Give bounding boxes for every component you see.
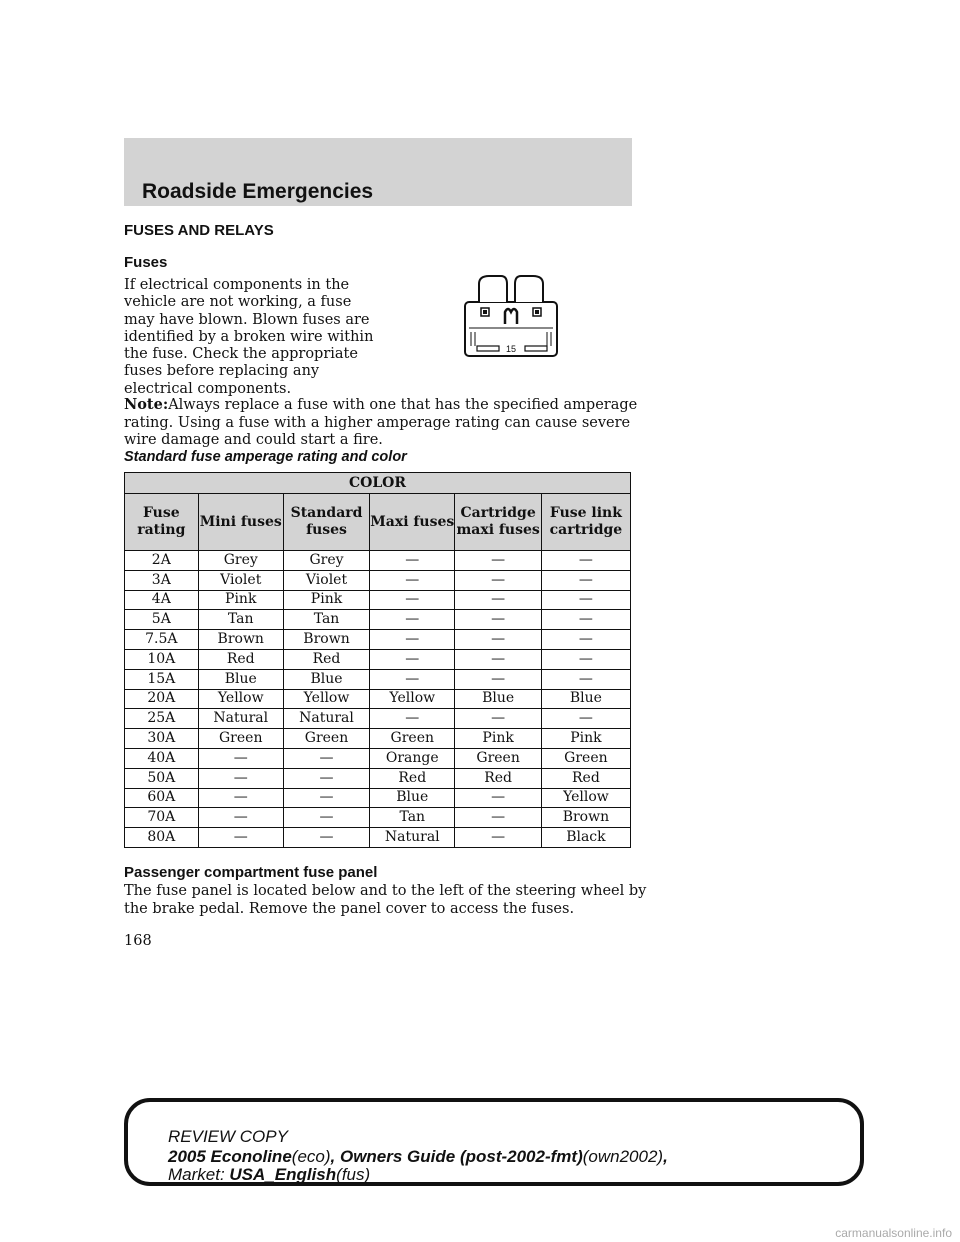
- table-cell: 50A: [125, 768, 199, 788]
- table-cell: —: [370, 570, 455, 590]
- table-cell: Tan: [198, 610, 283, 630]
- table-row: [125, 788, 631, 808]
- section-header: [124, 138, 632, 206]
- table-cell: —: [370, 709, 455, 729]
- table-cell: —: [455, 590, 541, 610]
- heading-passenger-fuse-panel: Passenger compartment fuse panel: [124, 864, 378, 881]
- table-cell: Natural: [283, 709, 369, 729]
- table-row: [125, 729, 631, 749]
- heading-fuses: Fuses: [124, 254, 168, 271]
- table-row: [125, 630, 631, 650]
- table-cell: 60A: [125, 788, 199, 808]
- table-cell: —: [455, 551, 541, 571]
- market-line: [168, 1166, 370, 1184]
- table-cell: 3A: [125, 570, 199, 590]
- watermark: carmanualsonline.info: [835, 1226, 952, 1240]
- table-row: [125, 590, 631, 610]
- table-row: [125, 610, 631, 630]
- table-row: [125, 551, 631, 571]
- guide-name: Owners Guide (post-2002-fmt): [339, 1147, 583, 1166]
- document-info-line: [168, 1148, 668, 1166]
- model-code: (eco): [291, 1147, 331, 1166]
- table-cell: —: [283, 748, 369, 768]
- note-paragraph: [124, 396, 644, 450]
- heading-fuses-and-relays: FUSES AND RELAYS: [124, 222, 274, 239]
- table-cell: Green: [541, 748, 630, 768]
- table-cell: —: [455, 649, 541, 669]
- table-cell: Blue: [370, 788, 455, 808]
- table-cell: 25A: [125, 709, 199, 729]
- table-cell: 10A: [125, 649, 199, 669]
- column-header: Cartridge maxi fuses: [455, 494, 541, 551]
- section-title: Roadside Emergencies: [142, 180, 374, 203]
- table-row: [125, 649, 631, 669]
- column-header: Maxi fuses: [370, 494, 455, 551]
- table-cell: Yellow: [283, 689, 369, 709]
- table-cell: Red: [370, 768, 455, 788]
- table-cell: —: [283, 788, 369, 808]
- table-cell: 70A: [125, 808, 199, 828]
- table-cell: Pink: [283, 590, 369, 610]
- note-body: Always replace a fuse with one that has the specified amperage rating. Using a fuse with a higher amperage rating can cause severe wire damage and could start a fire.: [124, 397, 638, 448]
- table-cell: —: [541, 630, 630, 650]
- table-cell: —: [541, 610, 630, 630]
- column-header: Fuse rating: [125, 494, 199, 551]
- table-cell: —: [370, 649, 455, 669]
- table-cell: Brown: [541, 808, 630, 828]
- table-cell: —: [455, 610, 541, 630]
- model-name: 2005 Econoline: [168, 1147, 292, 1166]
- table-cell: Tan: [370, 808, 455, 828]
- table-cell: Natural: [198, 709, 283, 729]
- table-cell: —: [541, 709, 630, 729]
- market-label: Market:: [168, 1165, 230, 1184]
- table-cell: Red: [198, 649, 283, 669]
- table-cell: —: [541, 551, 630, 571]
- column-header: Fuse link cartridge: [541, 494, 630, 551]
- table-cell: Red: [455, 768, 541, 788]
- table-cell: —: [283, 808, 369, 828]
- table-cell: Violet: [283, 570, 369, 590]
- table-cell: 2A: [125, 551, 199, 571]
- table-cell: —: [198, 768, 283, 788]
- intro-paragraph: If electrical components in the vehicle are not working, a fuse may have blown. Blown fuses are identified by a broken wire within the fuse. Check the appropriate fuses before replacing any electrical components.: [124, 277, 374, 397]
- page-number: 168: [124, 933, 152, 949]
- table-cell: —: [198, 808, 283, 828]
- table-cell: —: [541, 649, 630, 669]
- table-cell: Yellow: [198, 689, 283, 709]
- table-body: [125, 551, 631, 848]
- fuse-illustration: [461, 272, 561, 360]
- table-cell: Green: [455, 748, 541, 768]
- table-cell: —: [541, 570, 630, 590]
- table-cell: —: [455, 570, 541, 590]
- table-cell: —: [198, 788, 283, 808]
- table-cell: —: [370, 630, 455, 650]
- figure-label: 15: [505, 344, 517, 354]
- table-cell: —: [455, 709, 541, 729]
- table-cell: Red: [283, 649, 369, 669]
- table-row: [125, 748, 631, 768]
- table-cell: 20A: [125, 689, 199, 709]
- table-cell: —: [541, 669, 630, 689]
- table-cell: Blue: [198, 669, 283, 689]
- table-cell: 40A: [125, 748, 199, 768]
- note-label: Note:: [124, 396, 169, 413]
- table-cell: 30A: [125, 729, 199, 749]
- table-cell: Yellow: [370, 689, 455, 709]
- table-row: [125, 669, 631, 689]
- table-cell: 15A: [125, 669, 199, 689]
- table-cell: 7.5A: [125, 630, 199, 650]
- table-cell: —: [198, 828, 283, 848]
- table-cell: 4A: [125, 590, 199, 610]
- table-cell: Green: [370, 729, 455, 749]
- review-copy-label: REVIEW COPY: [168, 1127, 288, 1146]
- table-cell: —: [370, 669, 455, 689]
- table-cell: —: [370, 610, 455, 630]
- table-cell: Green: [198, 729, 283, 749]
- table-cell: Natural: [370, 828, 455, 848]
- table-title: Standard fuse amperage rating and color: [124, 449, 407, 465]
- panel-paragraph: The fuse panel is located below and to the left of the steering wheel by the brake pedal. Remove the panel cover to access the fuses.: [124, 883, 647, 917]
- table-cell: —: [455, 788, 541, 808]
- table-cell: —: [455, 669, 541, 689]
- table-cell: Orange: [370, 748, 455, 768]
- table-cell: —: [541, 590, 630, 610]
- table-cell: —: [455, 630, 541, 650]
- guide-code: (own2002): [582, 1147, 664, 1166]
- table-row: [125, 709, 631, 729]
- table-cell: —: [455, 808, 541, 828]
- table-cell: Grey: [198, 551, 283, 571]
- table-cell: —: [370, 551, 455, 571]
- table-cell: —: [198, 748, 283, 768]
- table-cell: Blue: [455, 689, 541, 709]
- table-cell: Brown: [198, 630, 283, 650]
- table-cell: —: [455, 828, 541, 848]
- table-row: [125, 570, 631, 590]
- table-cell: —: [370, 590, 455, 610]
- table-cell: Green: [283, 729, 369, 749]
- table-cell: Blue: [283, 669, 369, 689]
- review-copy-box: [124, 1098, 864, 1186]
- fuse-color-table: [124, 472, 631, 848]
- table-row: [125, 768, 631, 788]
- table-cell: Pink: [541, 729, 630, 749]
- table-cell: Yellow: [541, 788, 630, 808]
- table-cell: —: [283, 828, 369, 848]
- table-cell: 80A: [125, 828, 199, 848]
- table-cell: 5A: [125, 610, 199, 630]
- table-cell: —: [283, 768, 369, 788]
- table-row: [125, 828, 631, 848]
- table-group-header: COLOR: [125, 473, 631, 494]
- table-cell: Violet: [198, 570, 283, 590]
- table-cell: Grey: [283, 551, 369, 571]
- table-cell: Black: [541, 828, 630, 848]
- table-cell: Blue: [541, 689, 630, 709]
- table-cell: Brown: [283, 630, 369, 650]
- table-cell: Red: [541, 768, 630, 788]
- table-cell: Pink: [198, 590, 283, 610]
- table-cell: Tan: [283, 610, 369, 630]
- separator: ,: [330, 1147, 340, 1166]
- table-cell: Pink: [455, 729, 541, 749]
- table-row: [125, 808, 631, 828]
- table-row: [125, 689, 631, 709]
- market-code: (fus): [336, 1165, 371, 1184]
- market-value: USA_English: [229, 1165, 337, 1184]
- column-header: Standard fuses: [283, 494, 369, 551]
- separator-comma: ,: [663, 1147, 668, 1166]
- column-header: Mini fuses: [198, 494, 283, 551]
